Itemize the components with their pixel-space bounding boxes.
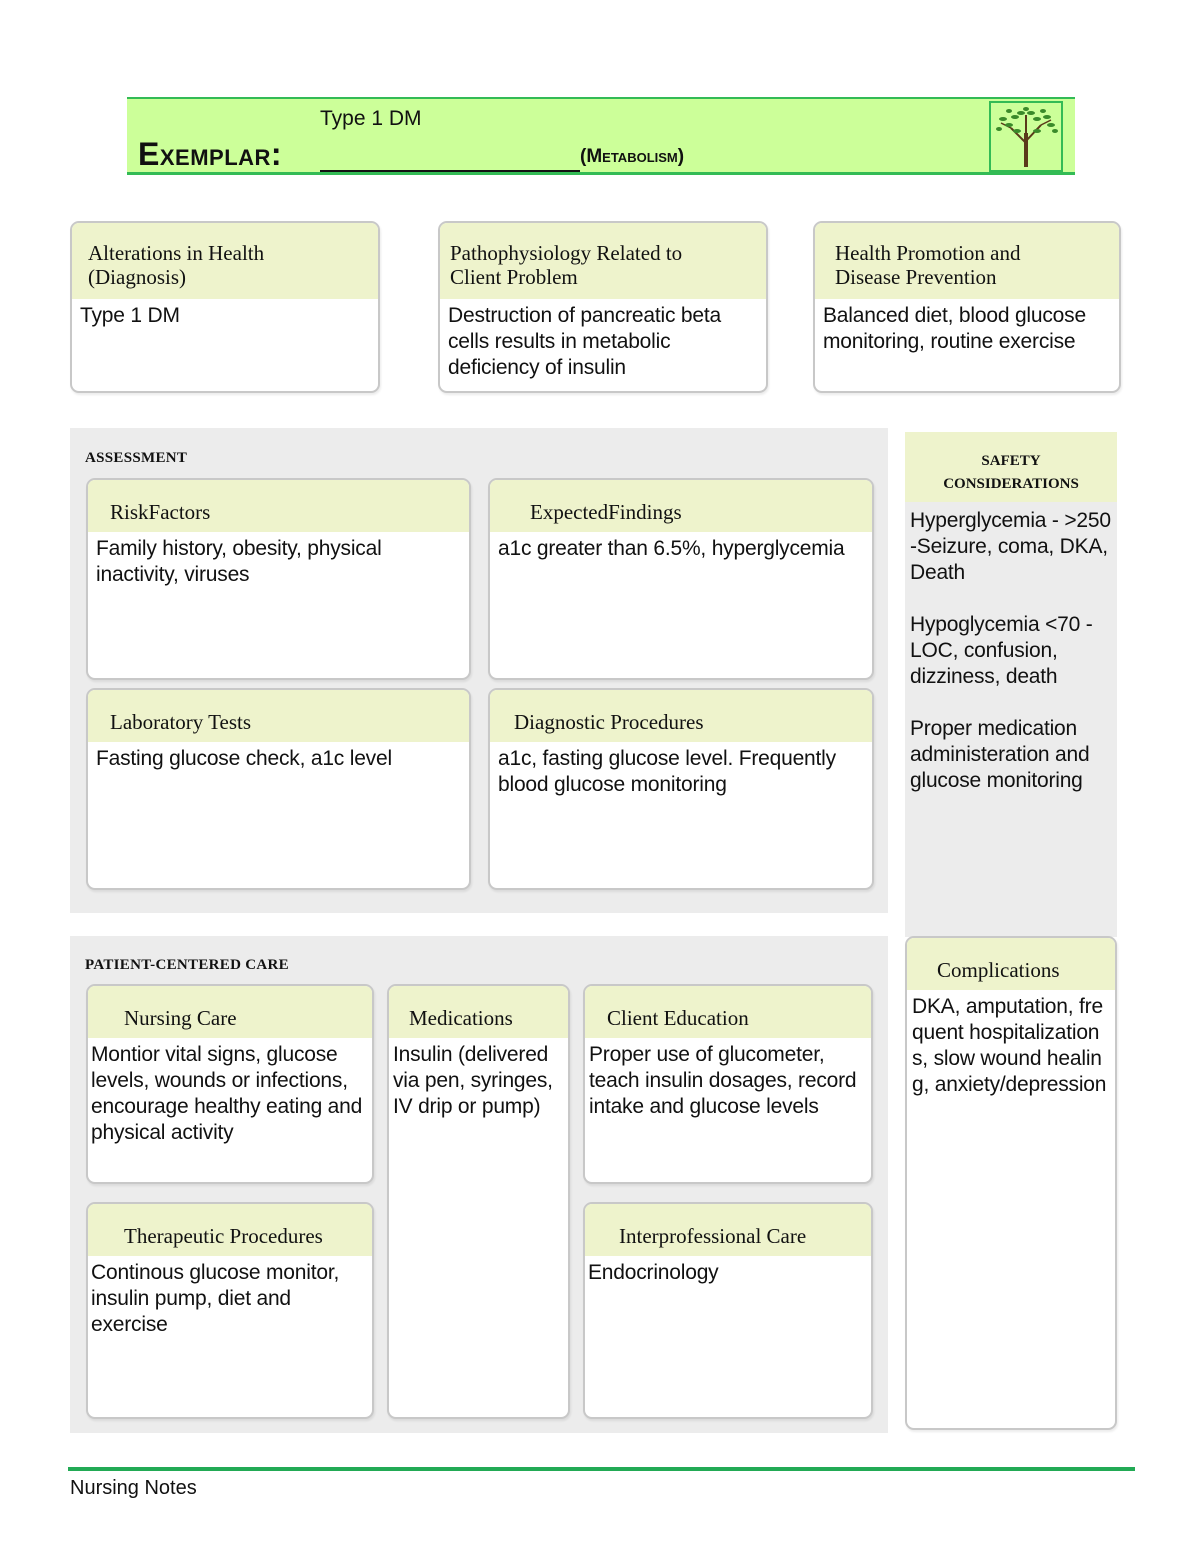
category-label: (Metabolism) <box>580 146 685 167</box>
patient-centered-care-title: PATIENT-CENTERED CARE <box>85 957 289 973</box>
card-title: Diagnostic Procedures <box>490 690 872 742</box>
tree-icon <box>989 101 1063 172</box>
safety-body <box>905 502 1117 794</box>
card-diagnostic-procedures <box>488 688 874 890</box>
card-therapeutic-procedures <box>86 1202 374 1419</box>
card-health-promotion <box>813 221 1121 393</box>
safety-medication: Proper medication administeration and glucose monitoring <box>910 717 1090 792</box>
card-title: Alterations in Health (Diagnosis) <box>72 223 378 299</box>
card-title: RiskFactors <box>88 480 469 532</box>
card-body: Proper use of glucometer, teach insulin dosages, record intake and glucose levels <box>589 1043 857 1118</box>
exemplar-value: Type 1 DM <box>320 107 422 130</box>
exemplar-underline <box>320 170 580 172</box>
card-title: Pathophysiology Related to Client Problem <box>440 223 766 299</box>
card-risk-factors <box>86 478 471 680</box>
card-body: DKA, amputation, frequent hospitalizations, slow wound healing, anxiety/depression <box>912 995 1107 1096</box>
assessment-title: ASSESSMENT <box>85 450 188 466</box>
exemplar-label: Exemplar: <box>138 136 283 172</box>
card-medications <box>387 984 570 1419</box>
card-body: Insulin (delivered via pen, syringes, IV drip or pump) <box>393 1043 553 1118</box>
card-interprofessional-care <box>583 1202 873 1419</box>
card-complications <box>905 936 1117 1430</box>
card-body: Endocrinology <box>588 1261 719 1284</box>
footer-divider <box>68 1467 1135 1471</box>
card-client-education <box>583 984 873 1184</box>
card-alterations-in-health <box>70 221 380 393</box>
card-title: ExpectedFindings <box>490 480 872 532</box>
card-title: Nursing Care <box>88 986 372 1038</box>
card-body: Type 1 DM <box>80 304 180 327</box>
card-title: Therapeutic Procedures <box>88 1204 372 1256</box>
card-title: Health Promotion and Disease Prevention <box>815 223 1119 299</box>
card-title: Interprofessional Care <box>585 1204 871 1256</box>
card-nursing-care <box>86 984 374 1184</box>
card-body: a1c greater than 6.5%, hyperglycemia <box>498 537 845 560</box>
safety-considerations-panel <box>905 432 1117 937</box>
safety-hypoglycemia: Hypoglycemia <70 -LOC, confusion, dizziness, death <box>910 613 1093 688</box>
card-body: Family history, obesity, physical inactivity, viruses <box>96 537 382 586</box>
card-expected-findings <box>488 478 874 680</box>
safety-title: SAFETY CONSIDERATIONS <box>905 432 1117 502</box>
card-body: a1c, fasting glucose level. Frequently blood glucose monitoring <box>498 747 836 796</box>
card-body: Montior vital signs, glucose levels, wounds or infections, encourage healthy eating and physical activity <box>91 1043 363 1144</box>
footer-nursing-notes: Nursing Notes <box>70 1477 197 1499</box>
safety-hyperglycemia: Hyperglycemia - >250 -Seizure, coma, DKA, Death <box>910 509 1111 584</box>
card-title: Complications <box>907 938 1115 990</box>
card-body: Fasting glucose check, a1c level <box>96 747 392 770</box>
card-title: Laboratory Tests <box>88 690 469 742</box>
card-title: Medications <box>389 986 568 1038</box>
card-title: Client Education <box>585 986 871 1038</box>
card-pathophysiology <box>438 221 768 393</box>
card-body: Continous glucose monitor, insulin pump, diet and exercise <box>91 1261 340 1336</box>
card-body: Destruction of pancreatic beta cells results in metabolic deficiency of insulin <box>448 304 721 379</box>
card-laboratory-tests <box>86 688 471 890</box>
card-body: Balanced diet, blood glucose monitoring, routine exercise <box>823 304 1086 353</box>
